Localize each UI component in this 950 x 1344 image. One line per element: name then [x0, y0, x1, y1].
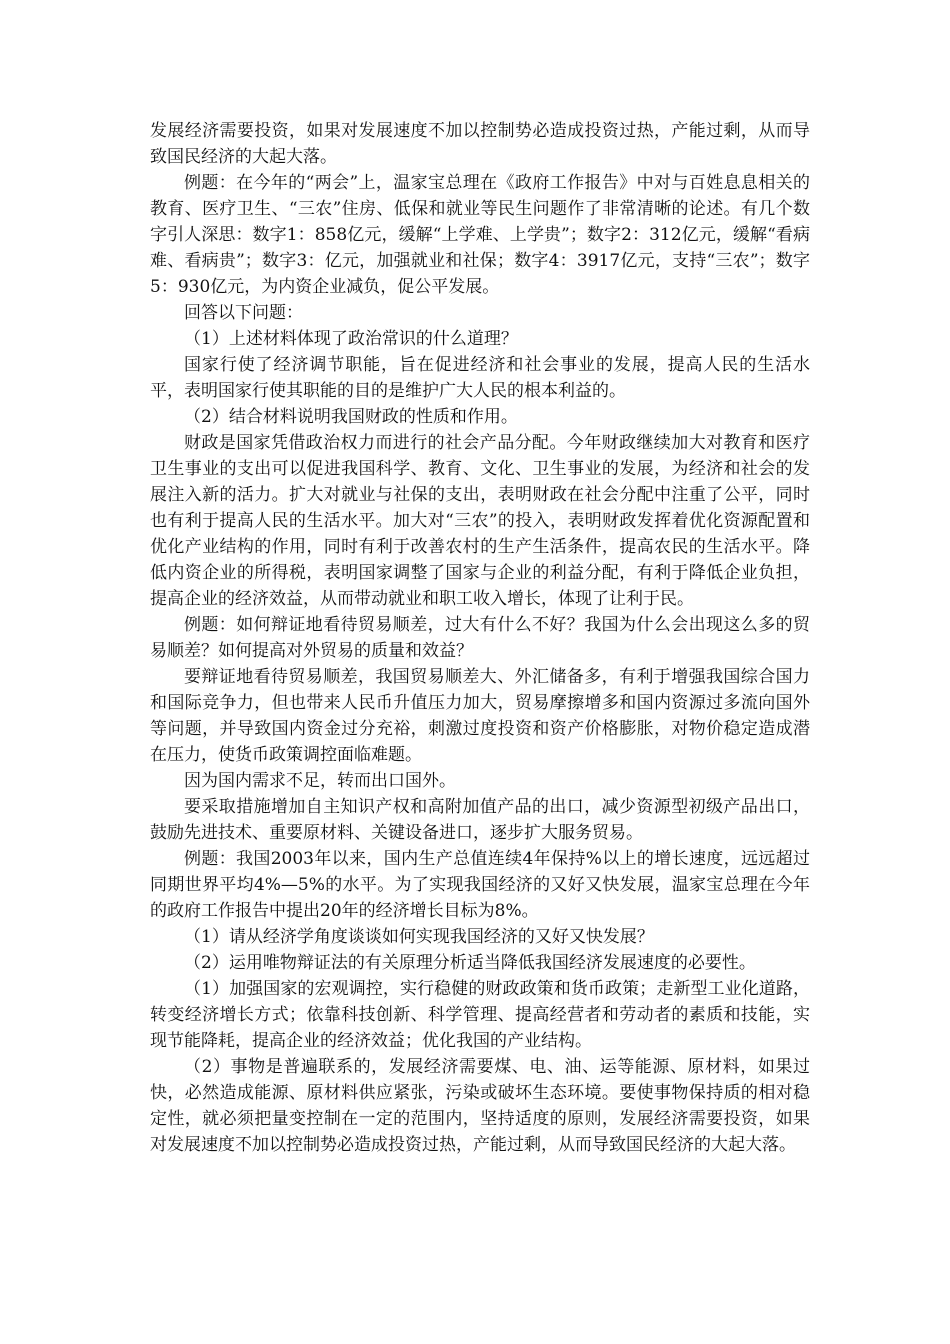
paragraph-trade-answer-2: 因为国内需求不足，转而出口国外。	[184, 771, 456, 791]
paragraph-growth-answer-2: （2）事物是普遍联系的，发展经济需要煤、电、油、运等能源、原材料，如果过快，必然造成能源、原材料供应紧张，污染或破坏生态环境。要使事物保持质的相对稳定性，就必须把量变控制在一定的范围内，坚持适度的原则，发展经济需要投资，如果对发展速度不加以控制势必造成投资过热，产能过剩，从而导致国民经济的大起大落。	[150, 1057, 810, 1155]
paragraph-answer-prompt: 回答以下问题：	[184, 303, 303, 323]
paragraph-trade-answer-1: 要辩证地看待贸易顺差，我国贸易顺差大、外汇储备多，有利于增强我国综合国力和国际竞争力，但也带来人民币升值压力加大，贸易摩擦增多和国内资源过多流向国外等问题，并导致国内资金过分充裕，刺激过度投资和资产价格膨胀，对物价稳定造成潜在压力，使货币政策调控面临难题。	[150, 667, 810, 765]
document-body	[150, 118, 810, 1158]
paragraph-question-2: （2）结合材料说明我国财政的性质和作用。	[184, 407, 518, 427]
paragraph-intro: 发展经济需要投资，如果对发展速度不加以控制势必造成投资过热，产能过剩，从而导致国民经济的大起大落。	[150, 121, 810, 167]
paragraph-growth-question-2: （2）运用唯物辩证法的有关原理分析适当降低我国经济发展速度的必要性。	[184, 953, 756, 973]
paragraph-answer-2: 财政是国家凭借政治权力而进行的社会产品分配。今年财政继续加大对教育和医疗卫生事业的支出可以促进我国科学、教育、文化、卫生事业的发展，为经济和社会的发展注入新的活力。扩大对就业与社保的支出，表明财政在社会分配中注重了公平，同时也有利于提高人民的生活水平。加大对“三农”的投入，表明财政发挥着优化资源配置和优化产业结构的作用，同时有利于改善农村的生产生活条件，提高农民的生活水平。降低内资企业的所得税，表明国家调整了国家与企业的利益分配，有利于降低企业负担，提高企业的经济效益，从而带动就业和职工收入增长，体现了让利于民。	[150, 433, 810, 609]
paragraph-growth-question-1: （1）请从经济学角度谈谈如何实现我国经济的又好又快发展？	[184, 927, 654, 947]
paragraph-growth-answer-1: （1）加强国家的宏观调控，实行稳健的财政政策和货币政策；走新型工业化道路，转变经济增长方式；依靠科技创新、科学管理、提高经营者和劳动者的素质和技能，实现节能降耗，提高企业的经济效益；优化我国的产业结构。	[150, 979, 810, 1051]
paragraph-example-two-sessions: 例题：在今年的“两会”上，温家宝总理在《政府工作报告》中对与百姓息息相关的教育、医疗卫生、“三农”住房、低保和就业等民生问题作了非常清晰的论述。有几个数字引人深思：数字1：858亿元，缓解“上学难、上学贵”；数字2：312亿元，缓解“看病难、看病贵”；数字3：亿元，加强就业和社保；数字4：3917亿元，支持“三农”；数字5：930亿元，为内资企业减负，促公平发展。	[150, 173, 810, 297]
paragraph-example-trade-surplus: 例题：如何辩证地看待贸易顺差，过大有什么不好？我国为什么会出现这么多的贸易顺差？如何提高对外贸易的质量和效益？	[150, 615, 810, 661]
paragraph-example-growth: 例题：我国2003年以来，国内生产总值连续4年保持%以上的增长速度，远远超过同期世界平均4%—5%的水平。为了实现我国经济的又好又快发展，温家宝总理在今年的政府工作报告中提出20年的经济增长目标为8%。	[150, 849, 810, 921]
paragraph-question-1: （1）上述材料体现了政治常识的什么道理？	[184, 329, 518, 349]
paragraph-trade-answer-3: 要采取措施增加自主知识产权和高附加值产品的出口，减少资源型初级产品出口，鼓励先进技术、重要原材料、关键设备进口，逐步扩大服务贸易。	[150, 797, 810, 843]
paragraph-answer-1: 国家行使了经济调节职能，旨在促进经济和社会事业的发展，提高人民的生活水平，表明国家行使其职能的目的是维护广大人民的根本利益的。	[150, 355, 810, 401]
